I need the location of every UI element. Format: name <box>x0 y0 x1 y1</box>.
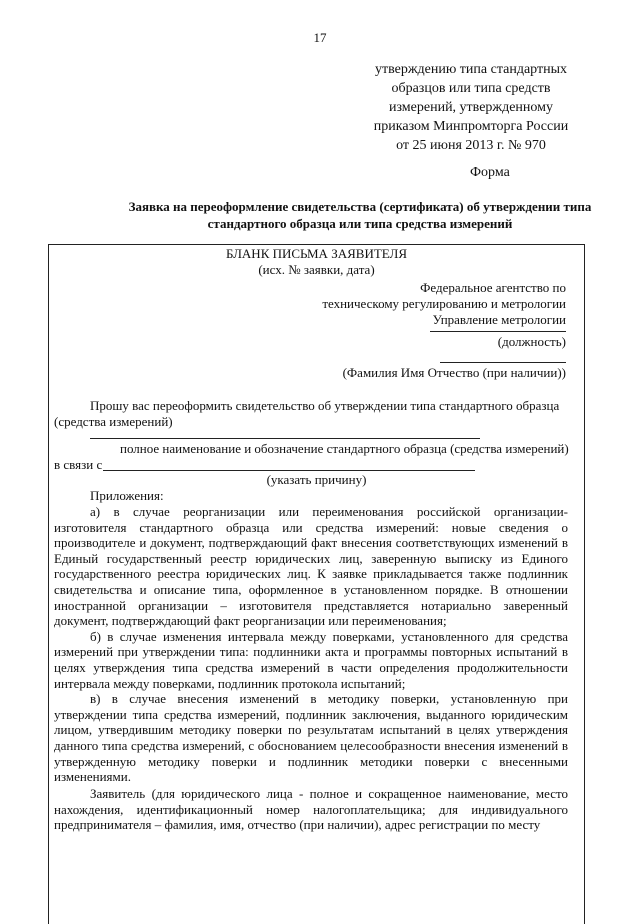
letterhead-header: БЛАНК ПИСЬМА ЗАЯВИТЕЛЯ <box>225 246 408 261</box>
appendix-title: Приложения: <box>90 488 164 503</box>
applicant-text: Заявитель (для юридического лица - полное и сокращенное наименование, место нахождения, идентификационный номер налогоплательщика; для индивидуального предпринимателя – фамилия, имя, отчество (при наличии), адрес регистрации по месту <box>54 786 568 833</box>
position-underline <box>430 331 566 332</box>
request-line: (средства измерений) <box>54 414 173 429</box>
approval-line: образцов или типа средств <box>391 81 551 96</box>
reason-label: (указать причину) <box>266 472 367 487</box>
page-number: 17 <box>313 30 327 45</box>
fullname-underline <box>90 438 480 439</box>
reason-underline <box>103 470 475 471</box>
request-line: Прошу вас переоформить свидетельство об утверждении типа стандартного образца <box>90 398 560 413</box>
approval-line: от 25 июня 2013 г. № 970 <box>396 138 546 153</box>
form-label: Форма <box>470 165 510 180</box>
reason-prefix: в связи с <box>54 457 103 472</box>
appendix-item-a: а) в случае реорганизации или переименования российской организации-изготовителя стандартного образца или средства измерений: новые сведения о производителе и документ, подтверждающий факт внесения соответствующих изменений в Единый государственный реестр юридических лиц, заверенную выписку из Единого государственного реестра юридических лиц. К заявке прикладывается также подлинник свидетельства и описание типа, оформленное в установленном порядке. В отношении иностранной организации – изготовителя представляется нотариально заверенный документ, подтверждающий факт реорганизации или переименования; <box>54 504 568 629</box>
addressee-line: техническому регулированию и метрологии <box>322 296 566 311</box>
title-line: Заявка на переоформление свидетельства (сертификата) об утверждении типа <box>128 199 592 214</box>
appendix-item-c: в) в случае внесения изменений в методику поверки, установленную при утверждении типа средства измерений, подлинник заключения, выданного юридическим лицом, утвердившим методику поверки по результатам испытаний в целях утверждения данного типа средства измерений, с обоснованием целесообразности внесения изменений в утвержденную методику поверки и подлинник методики поверки с внесенными изменениями. <box>54 691 568 785</box>
approval-block <box>360 60 582 155</box>
title-line: стандартного образца или типа средства измерений <box>207 216 513 231</box>
name-underline <box>440 362 566 363</box>
fullname-label: полное наименование и обозначение стандартного образца (средства измерений) <box>120 441 569 456</box>
name-label: (Фамилия Имя Отчество (при наличии)) <box>342 365 566 380</box>
addressee-line: Федеральное агентство по <box>420 280 566 295</box>
approval-line: приказом Минпромторга России <box>373 119 569 134</box>
document-title <box>80 198 640 232</box>
position-label: (должность) <box>497 334 566 349</box>
appendix-list <box>54 504 568 785</box>
approval-line: утверждению типа стандартных <box>374 62 567 77</box>
addressee-line: Управление метрологии <box>432 312 566 327</box>
applicant-block <box>54 786 568 833</box>
letterhead-ref: (исх. № заявки, дата) <box>258 262 375 277</box>
approval-line: измерений, утвержденному <box>388 100 554 115</box>
appendix-item-b: б) в случае изменения интервала между поверками, установленного для средства измерений при утверждении типа: подлинники акта и программы повторных испытаний в целях утверждения типа средства измерений в части определения продолжительности интервала между поверками, подлинник протокола испытаний; <box>54 628 568 691</box>
